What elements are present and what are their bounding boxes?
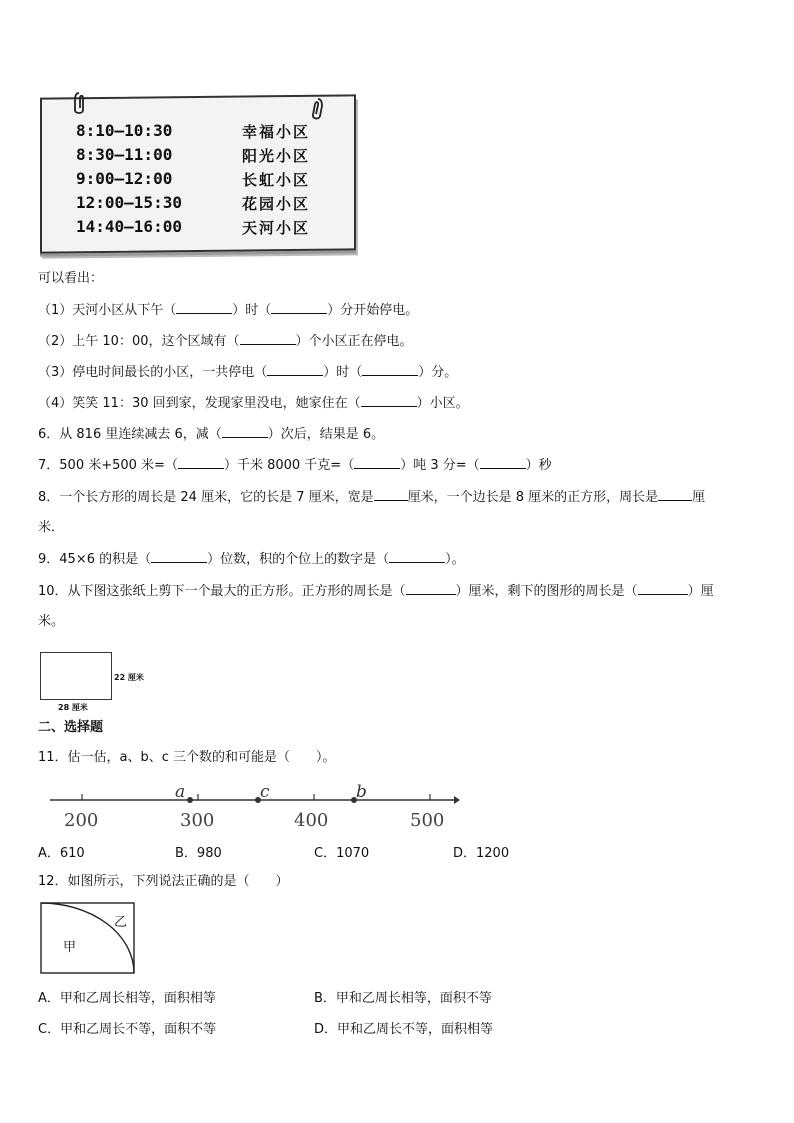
question-10-line2: 米。 (38, 614, 65, 629)
question-text: 7．500 米+500 米=（ (38, 458, 178, 473)
paperclip-icon (72, 90, 92, 116)
option-d[interactable]: D．甲和乙周长不等，面积相等 (314, 1022, 494, 1037)
question-text: ）分。 (418, 365, 458, 380)
note-place: 花园小区 (242, 195, 311, 213)
question-text: ）。 (445, 552, 465, 567)
answer-blank[interactable] (240, 332, 296, 345)
point-label: b (356, 782, 367, 802)
option-a[interactable]: A．甲和乙周长相等，面积相等 (38, 991, 216, 1006)
quarter-arc (41, 903, 134, 973)
question-text: ）时（ (323, 365, 363, 380)
point-label: c (260, 782, 270, 802)
question-text: ）次后，结果是 6。 (267, 427, 385, 442)
number-line (50, 780, 460, 830)
question-10-line1 (38, 582, 714, 601)
point-label: a (175, 782, 186, 802)
question-text: ）千米 8000 千克=（ (223, 458, 355, 473)
rectangle-figure (40, 652, 152, 712)
answer-blank[interactable] (222, 425, 268, 438)
intro-text: 可以看出： (38, 271, 104, 286)
question-text: ）位数，积的个位上的数字是（ (207, 552, 390, 567)
answer-blank[interactable] (362, 363, 418, 376)
question-text: ）时（ (232, 303, 272, 318)
answer-blank[interactable] (354, 456, 400, 469)
answer-blank[interactable] (480, 456, 526, 469)
question-text: ）秒 (525, 458, 552, 473)
question-text: （4）笑笑 11：30 回到家，发现家里没电，她家住在（ (38, 396, 361, 411)
question-text: ）分开始停电。 (327, 303, 419, 318)
power-outage-note (38, 92, 356, 254)
question-6 (38, 425, 384, 444)
tick-label: 300 (180, 810, 215, 830)
tick-label: 200 (64, 810, 99, 830)
note-place: 天河小区 (242, 219, 311, 237)
tick-label: 500 (410, 810, 445, 830)
question-text: 厘 (692, 490, 706, 505)
question-text: 6．从 816 里连续减去 6，减（ (38, 427, 222, 442)
answer-blank[interactable] (658, 488, 692, 501)
option-d[interactable]: D．1200 (453, 846, 510, 861)
question-text: （1）天河小区从下午（ (38, 303, 177, 318)
answer-blank[interactable] (638, 582, 688, 595)
region-yi-label: 乙 (114, 915, 128, 930)
region-jia-label: 甲 (63, 940, 77, 955)
question-text: ）厘米，剩下的图形的周长是（ (455, 584, 638, 599)
question-8-line1 (38, 488, 705, 507)
option-b[interactable]: B．980 (175, 846, 222, 861)
answer-blank[interactable] (151, 550, 207, 563)
section-title-choice: 二、选择题 (38, 720, 104, 735)
side-length-label: 22 厘米 (114, 673, 144, 682)
number-line-svg (50, 780, 460, 830)
answer-blank[interactable] (271, 301, 327, 314)
point-a-dot (187, 797, 193, 803)
tick-label: 400 (294, 810, 329, 830)
option-a[interactable]: A．610 (38, 846, 85, 861)
note-time: 9:00—12:00 (76, 169, 173, 188)
question-text: 厘米，一个边长是 8 厘米的正方形，周长是 (407, 490, 659, 505)
option-c[interactable]: C．1070 (314, 846, 370, 861)
note-time: 14:40—16:00 (76, 217, 182, 236)
answer-blank[interactable] (267, 363, 323, 376)
question-text: ）吨 3 分=（ (400, 458, 480, 473)
question-12: 12．如图所示，下列说法正确的是（ ） (38, 874, 289, 889)
arrow-icon (454, 796, 460, 804)
answer-blank[interactable] (374, 488, 408, 501)
question-text: ）小区。 (416, 396, 469, 411)
note-place: 长虹小区 (242, 171, 311, 189)
answer-blank[interactable] (389, 550, 445, 563)
question-text: 10．从下图这张纸上剪下一个最大的正方形。正方形的周长是（ (38, 584, 406, 599)
answer-blank[interactable] (406, 582, 456, 595)
question-text: （2）上午 10：00，这个区域有（ (38, 334, 240, 349)
q5-sub3 (38, 363, 457, 382)
paperclip-icon (304, 96, 326, 122)
quarter-circle-figure (40, 902, 136, 976)
q5-sub1 (38, 301, 418, 320)
note-time: 8:30—11:00 (76, 145, 173, 164)
q5-sub4 (38, 394, 469, 413)
answer-blank[interactable] (361, 394, 417, 407)
bottom-length-label: 28 厘米 (58, 703, 88, 712)
note-place: 阳光小区 (242, 147, 311, 165)
question-9 (38, 550, 465, 569)
note-time: 12:00—15:30 (76, 193, 182, 212)
question-11: 11．估一估，a、b、c 三个数的和可能是（ ）。 (38, 750, 336, 765)
question-7 (38, 456, 552, 475)
note-time: 8:10—10:30 (76, 121, 173, 140)
question-text: （3）停电时间最长的小区，一共停电（ (38, 365, 268, 380)
paper-rectangle (40, 652, 112, 700)
note-place: 幸福小区 (242, 123, 311, 141)
question-text: 9．45×6 的积是（ (38, 552, 152, 567)
square-outline (41, 903, 134, 973)
question-text: 8．一个长方形的周长是 24 厘米，它的长是 7 厘米，宽是 (38, 490, 374, 505)
question-text: ）厘 (687, 584, 714, 599)
question-text: ）个小区正在停电。 (295, 334, 413, 349)
question-8-line2: 米． (38, 520, 65, 535)
option-b[interactable]: B．甲和乙周长相等，面积不等 (314, 991, 492, 1006)
answer-blank[interactable] (176, 301, 232, 314)
answer-blank[interactable] (178, 456, 224, 469)
q5-sub2 (38, 332, 413, 351)
option-c[interactable]: C．甲和乙周长不等，面积不等 (38, 1022, 217, 1037)
